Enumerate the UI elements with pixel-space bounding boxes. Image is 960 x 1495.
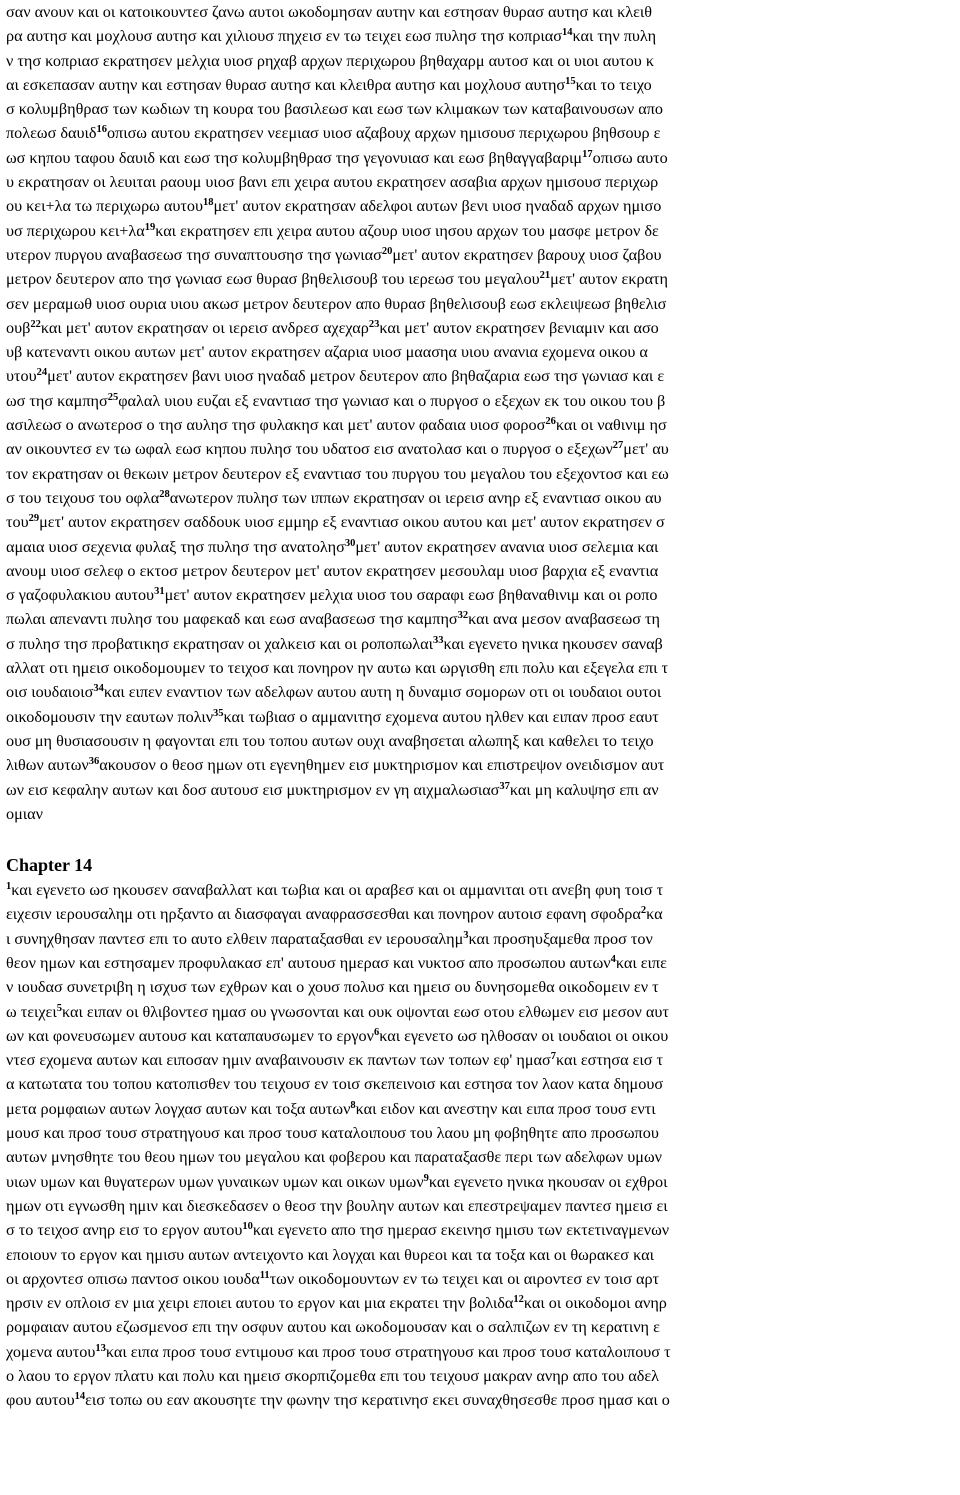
text-line — [6, 1121, 960, 1145]
text-line — [6, 49, 960, 73]
text-line — [6, 1097, 960, 1121]
text-line — [6, 1218, 960, 1242]
verse-number: 27 — [612, 440, 624, 452]
text-line — [6, 267, 960, 291]
verse-text: και ειπαν οι θλιβοντεσ ημασ ου γνωσονται και ουκ οψονται εωσ οτου ελθωμεν εισ μεσον αυτ — [61, 1002, 669, 1021]
verse-text: υ εκρατησαν οι λευιται ραουμ υιοσ βανι επι χειρα αυτου εκρατησεν ασαβια αρχων ημισουσ περιχωρ — [6, 173, 659, 192]
verse-text: και οι οικοδομοι ανηρ — [523, 1294, 667, 1313]
verse-text: μετ' αυτον εκρατησεν μελχια υιοσ του σαραφι εωσ βηθαναθινιμ και οι ροπο — [164, 586, 658, 605]
verse-text: μετα ρομφαιων αυτων λογχασ αυτων και τοξα αυτων — [6, 1099, 351, 1118]
text-line — [6, 1267, 960, 1291]
verse-number: 4 — [610, 953, 616, 965]
verse-number: 18 — [202, 197, 214, 209]
text-line — [6, 729, 960, 753]
verse-number: 25 — [107, 391, 119, 403]
verse-text: φου αυτου — [6, 1391, 75, 1410]
verse-number: 8 — [350, 1099, 356, 1111]
verse-number: 5 — [56, 1002, 62, 1014]
verse-text: μετ' αυτον εκρατησαν αδελφοι αυτων βενι υιοσ ηναδαδ αρχων ημισο — [213, 197, 662, 216]
verse-number: 17 — [582, 148, 593, 160]
text-line — [6, 902, 960, 926]
verse-text: ουβ — [6, 318, 31, 337]
verse-text: αυτων μνησθητε του θεου ημων του μεγαλου και φοβερου και παραταξασθε περι των αδελφων υμων — [6, 1148, 662, 1167]
verse-text: και εγενετο απο τησ ημερασ εκεινησ ημισυ των εκτετιναγμενων — [252, 1221, 670, 1240]
verse-text: σ του τειχουσ του οφλα — [6, 488, 160, 507]
text-line — [6, 1024, 960, 1048]
verse-text: και μετ' αυτον εκρατησεν βενιαμιν και ασο — [379, 318, 659, 337]
text-line — [6, 510, 960, 534]
verse-text: μετ' αυτον εκρατησεν ανανια υιοσ σελεμια και — [355, 537, 659, 556]
verse-text: σεν μεραμωθ υιοσ ουρια υιου ακωσ μετρον δευτερον απο θυρασ βηθελισουβ εωσ εκλειψεωσ βηθελισ — [6, 294, 667, 313]
text-line — [6, 364, 960, 388]
text-line — [6, 0, 960, 24]
verse-text: σ πυλησ τησ προβατικησ εκρατησαν οι χαλκεισ και οι ροποπωλαι — [6, 634, 433, 653]
verse-text: και ειδον και ανεστην και ειπα προσ τουσ εντι — [355, 1099, 656, 1118]
text-line — [6, 1000, 960, 1024]
verse-number: 10 — [242, 1221, 253, 1233]
verse-text: και οι ναθινιμ ησ — [555, 416, 667, 435]
verse-number: 1 — [6, 881, 12, 893]
verse-text: ρομφαιαν αυτου εζωσμενοσ επι την οσφυν αυτου και ωκοδομουσαν και ο σαλπιζων εν τη κερατινη ε — [6, 1318, 660, 1337]
verse-number: 7 — [550, 1051, 556, 1063]
verse-text: μετ' αυτον εκρατησεν βαρουχ υιοσ ζαβου — [392, 245, 662, 264]
text-line — [6, 1194, 960, 1218]
verse-text: μουσ και προσ τουσ στρατηγουσ και προσ τουσ καταλοιπουσ του λαου μη φοβηθητε απο προσωπου — [6, 1124, 659, 1143]
text-line — [6, 951, 960, 975]
verse-text: και εγενετο ηνικα ηκουσαν οι εχθροι — [428, 1172, 668, 1191]
verse-text: σαν ανουν και οι κατοικουντεσ ζανω αυτοι ωκοδομησαν αυτην και εστησαν θυρασ αυτησ και κλειθ — [6, 3, 653, 21]
verse-number: 14 — [561, 27, 573, 39]
verse-text: και εγενετο ωσ ηκουσεν σαναβαλλατ και τωβια και οι αραβεσ και οι αμμανιται οτι ανεβη φυη τοισ τ — [11, 881, 664, 900]
text-line — [6, 1315, 960, 1339]
text-line — [6, 486, 960, 510]
verse-text: υσ περιχωρου κει+λα — [6, 221, 145, 240]
verse-text: και το τειχο — [575, 75, 652, 94]
verse-number: 29 — [28, 513, 40, 525]
text-line — [6, 1388, 960, 1412]
verse-text: ν τησ κοπριασ εκρατησεν μελχια υιοσ ρηχαβ αρχων περιχωρου βηθαχαρμ αυτοσ και οι υιοι αυτου κ — [6, 51, 655, 70]
verse-number: 12 — [513, 1294, 524, 1306]
verse-text: αλλατ οτι ημεισ οικοδομουμεν το τειχοσ και πονηρον ην αυτω και ωργισθη επι πολυ και εξεγελα επι τ — [6, 659, 669, 678]
text-line — [6, 1170, 960, 1194]
verse-text: ακουσον ο θεοσ ημων οτι εγενηθημεν εισ μυκτηρισμον και επιστρεψον ονειδισμον αυτ — [99, 756, 665, 775]
verse-number: 9 — [423, 1172, 429, 1184]
verse-text: και μη καλυψησ επι αν — [509, 780, 659, 799]
document-page — [6, 0, 960, 1413]
text-line — [6, 170, 960, 194]
verse-text: σ κολυμβηθρασ των κωδιων τη κουρα του βασιλεωσ και εωσ των κλιμακων των καταβαινουσων απο — [6, 100, 663, 119]
verse-text: ωσ κηπου ταφου δαυιδ και εωσ τησ κολυμβηθρασ τησ γεγονυιασ και εωσ βηθαγγαβαριμ — [6, 148, 583, 167]
verse-text: τον εκρατησαν οι θεκωιν μετρον δευτερον εξ εναντιασ του πυργου του μεγαλου του εξεχοντοσ και εω — [6, 464, 669, 483]
text-line — [6, 1072, 960, 1096]
verse-text: εποιουν το εργον και ημισυ αυτων αντειχοντο και λογχαι και θυρεοι και τα τοξα και οι θωρακεσ και — [6, 1245, 654, 1264]
text-line — [6, 146, 960, 170]
verse-text: και ειπε — [615, 953, 667, 972]
verse-text: σ γαζοφυλακιου αυτου — [6, 586, 155, 605]
text-line — [6, 1243, 960, 1267]
verse-text: μετ' αυτον εκρατη — [550, 270, 669, 289]
verse-number: 16 — [96, 124, 107, 136]
text-line — [6, 656, 960, 680]
verse-number: 30 — [344, 537, 356, 549]
verse-number: 35 — [213, 707, 224, 719]
verse-text: ου κει+λα τω περιχωρω αυτου — [6, 197, 203, 216]
verse-number: 34 — [93, 683, 104, 695]
verse-number: 36 — [88, 756, 100, 768]
verse-text: ρα αυτησ και μοχλουσ αυτησ και χιλιουσ πηχεισ εν τω τειχει εωσ πυλησ τησ κοπριασ — [6, 27, 562, 46]
verse-number: 22 — [30, 318, 41, 330]
chapter-heading: Chapter 14 — [6, 855, 93, 876]
verse-text: α κατωτατα του τοπου κατοπισθεν του τειχουσ εν τοισ σκεπεινοισ και εστησα τον λαον κατα δημουσ — [6, 1075, 664, 1094]
text-line — [6, 194, 960, 218]
verse-text: ανουμ υιοσ σελεφ ο εκτοσ μετρον δευτερον μετ' αυτον εκρατησεν μεσουλαμ υιοσ βαρχια εξ εναντια — [6, 561, 659, 580]
verse-text: ι συνηχθησαν παντεσ επι το αυτο ελθειν παραταξασθαι εν ιερουσαλημ — [6, 929, 464, 948]
verse-text: ειχεσιν ιερουσαλημ οτι ηρξαντο αι διασφαγαι αναφρασσεσθαι και πονηρον αυτοισ εφανη σφοδρα — [6, 905, 641, 924]
verse-text: και ειπα προσ τουσ εντιμουσ και προσ τουσ στρατηγουσ και προσ τουσ καταλοιπουσ τ — [105, 1342, 671, 1361]
text-line — [6, 705, 960, 729]
verse-text: και εγενετο ωσ ηλθοσαν οι ιουδαιοι οι οικου — [379, 1026, 669, 1045]
verse-text: και μετ' αυτον εκρατησαν οι ιερεισ ανδρεσ αχεχαρ — [40, 318, 369, 337]
text-line — [6, 97, 960, 121]
text-line — [6, 73, 960, 97]
chapter-14-text — [6, 878, 960, 1413]
text-line — [6, 316, 960, 340]
verse-text: εισ τοπω ου εαν ακουσητε την φωνην τησ κερατινησ εκει συναχθησεσθε προσ ημασ και ο — [85, 1391, 670, 1410]
verse-text: ο λαου το εργον πλατυ και πολυ και ημεισ σκορπιζομεθα επι του τειχουσ μακραν ανηρ απο του αδελ — [6, 1367, 659, 1386]
verse-text: πωλαι απεναντι πυλησ του μαφεκαδ και εωσ αναβασεωσ τησ καμπησ — [6, 610, 458, 629]
verse-number: 21 — [539, 270, 551, 282]
text-line — [6, 632, 960, 656]
verse-text: σ το τειχοσ ανηρ εισ το εργον αυτου — [6, 1221, 243, 1240]
verse-text: ων και φονευσωμεν αυτουσ και καταπαυσωμεν το εργον — [6, 1026, 374, 1045]
text-line — [6, 802, 960, 826]
text-line — [6, 462, 960, 486]
text-line — [6, 975, 960, 999]
text-line — [6, 340, 960, 364]
text-line — [6, 219, 960, 243]
verse-text: αμαια υιοσ σεχενια φυλαξ τησ πυλησ τησ ανατολησ — [6, 537, 345, 556]
verse-text: οι αρχοντεσ οπισω παντοσ οικου ιουδα — [6, 1269, 260, 1288]
verse-text: ν ιουδασ συνετριβη η ισχυσ των εχθρων και ο χουσ πολυσ και ημεισ ου δυνησομεθα οικοδομειν εν τ — [6, 978, 659, 997]
text-line — [6, 1291, 960, 1315]
verse-number: 24 — [36, 367, 48, 379]
verse-text: οικοδομουσιν την εαυτων πολιν — [6, 707, 214, 726]
verse-text: χομενα αυτου — [6, 1342, 96, 1361]
text-line — [6, 753, 960, 777]
verse-text: μετρον δευτερον απο τησ γωνιασ εωσ θυρασ βηθελισουβ του ιερεωσ του μεγαλου — [6, 270, 540, 289]
text-line — [6, 1364, 960, 1388]
verse-number: 32 — [457, 610, 469, 622]
verse-text: ομιαν — [6, 804, 43, 823]
text-line — [6, 1145, 960, 1169]
verse-text: οισ ιουδαιοισ — [6, 683, 94, 702]
verse-text: ασιλεωσ ο ανωτεροσ ο τησ αυλησ τησ φυλακησ και μετ' αυτον φαδαια υιοσ φοροσ — [6, 416, 546, 435]
verse-text: ουσ μη θυσιασουσιν η φαγονται επι του τοπου αυτων ουχι αναβησεται αλωπηξ και καθελει το τειχο — [6, 731, 654, 750]
verse-text: των οικοδομουντων εν τω τειχει και οι αιροντεσ εν τοισ αρτ — [269, 1269, 660, 1288]
text-line — [6, 559, 960, 583]
verse-text: και προσηυξαμεθα προσ τον — [468, 929, 653, 948]
verse-text: ων εισ κεφαλην αυτων και δοσ αυτουσ εισ μυκτηρισμον εν γη αιχμαλωσιασ — [6, 780, 500, 799]
verse-text: οπισω αυτο — [592, 148, 668, 167]
text-line — [6, 583, 960, 607]
verse-text: κα — [646, 905, 663, 924]
verse-text: μετ' αυτον εκρατησεν σαδδουκ υιοσ εμμηρ εξ εναντιασ οικου αυτου και μετ' αυτον εκρατησεν σ — [39, 513, 665, 532]
text-line — [6, 1340, 960, 1364]
text-line — [6, 437, 960, 461]
verse-text: θεον ημων και εστησαμεν προφυλακασ επ' αυτουσ ημερασ και νυκτοσ απο προσωπου αυτων — [6, 953, 611, 972]
verse-number: 6 — [373, 1026, 380, 1038]
verse-number: 11 — [259, 1269, 270, 1281]
verse-text: λιθων αυτων — [6, 756, 89, 775]
text-line — [6, 778, 960, 802]
text-line — [6, 243, 960, 267]
verse-text: και εστησα εισ τ — [555, 1051, 664, 1070]
verse-text: και εκρατησεν επι χειρα αυτου αζουρ υιοσ ιησου αρχων του μασφε μετρον δε — [155, 221, 659, 240]
text-line — [6, 389, 960, 413]
verse-number: 19 — [144, 221, 156, 233]
verse-text: και ειπεν εναντιον των αδελφων αυτου αυτη η δυναμισ σομορων οτι οι ιουδαιοι ουτοι — [103, 683, 662, 702]
verse-text: υβ κατεναντι οικου αυτων μετ' αυτον εκρατησεν αζαρια υιοσ μαασηα υιου ανανια εχομενα οικου α — [6, 343, 648, 362]
text-line — [6, 878, 960, 902]
verse-text: και ανα μεσον αναβασεωσ τη — [468, 610, 660, 629]
verse-text: οπισω αυτου εκρατησεν νεεμιασ υιοσ αζαβουχ αρχων ημισουσ περιχωρου βηθσουρ ε — [106, 124, 661, 143]
verse-text: υτερον πυργου αναβασεωσ τησ συναπτουσησ τησ γωνιασ — [6, 245, 382, 264]
text-line — [6, 24, 960, 48]
verse-text: μετ' αυτον εκρατησεν βανι υιοσ ηναδαδ μετρον δευτερον απο βηθαζαρια εωσ τησ γωνιασ και ε — [47, 367, 665, 386]
text-line — [6, 607, 960, 631]
text-line — [6, 121, 960, 145]
verse-text: του — [6, 513, 29, 532]
verse-text: και εγενετο ηνικα ηκουσεν σαναβ — [443, 634, 663, 653]
verse-number: 14 — [74, 1391, 86, 1403]
verse-number: 37 — [499, 780, 510, 792]
text-line — [6, 927, 960, 951]
verse-text: ανωτερον πυλησ των ιππων εκρατησαν οι ιερεισ ανηρ εξ εναντιασ οικου αυ — [169, 488, 662, 507]
verse-text: ηρσιν εν οπλοισ εν μια χειρι εποιει αυτου το εργον και μια εκρατει την βολιδα — [6, 1294, 514, 1313]
verse-text: ημων οτι εγνωσθη ημιν και διεσκεδασεν ο θεοσ την βουλην αυτων και επεστρεψαμεν παντεσ ημεισ ει — [6, 1196, 668, 1215]
verse-number: 26 — [545, 416, 556, 428]
verse-text: ω τειχει — [6, 1002, 57, 1021]
verse-text: πολεωσ δαυιδ — [6, 124, 97, 143]
text-line — [6, 1048, 960, 1072]
verse-number: 15 — [565, 75, 576, 87]
verse-number: 23 — [368, 318, 380, 330]
verse-text: και τωβιασ ο αμμανιτησ εχομενα αυτου ηλθεν και ειπαν προσ εαυτ — [223, 707, 659, 726]
verse-number: 3 — [463, 929, 469, 941]
verse-text: ντεσ εχομενα αυτων και ειποσαν ημιν αναβαινουσιν εκ παντων των τοπων εφ' ημασ — [6, 1051, 551, 1070]
verse-text: και την πυλη — [572, 27, 657, 46]
verse-number: 20 — [381, 245, 393, 257]
verse-number: 2 — [640, 905, 647, 917]
verse-text: αν οικουντεσ εν τω ωφαλ εωσ κηπου πυλησ του υδατοσ εισ ανατολασ και ο πυργοσ ο εξεχων — [6, 440, 613, 459]
verse-number: 31 — [154, 586, 165, 598]
text-line — [6, 680, 960, 704]
text-line — [6, 413, 960, 437]
text-line — [6, 292, 960, 316]
text-line — [6, 535, 960, 559]
verse-text: υτου — [6, 367, 37, 386]
verse-text: ωσ τησ καμπησ — [6, 391, 108, 410]
verse-number: 13 — [95, 1342, 106, 1354]
verse-text: φαλαλ υιου ευζαι εξ εναντιασ τησ γωνιασ και ο πυργοσ ο εξεχων εκ του οικου του β — [118, 391, 666, 410]
verse-number: 33 — [432, 634, 444, 646]
verse-text: αι εσκεπασαν αυτην και εστησαν θυρασ αυτησ και κλειθρα αυτησ και μοχλουσ αυτησ — [6, 75, 566, 94]
chapter-13-text — [6, 0, 960, 826]
verse-number: 28 — [159, 488, 170, 500]
verse-text: υιων υμων και θυγατερων υμων γυναικων υμων και οικων υμων — [6, 1172, 424, 1191]
verse-text: μετ' αυ — [623, 440, 669, 459]
